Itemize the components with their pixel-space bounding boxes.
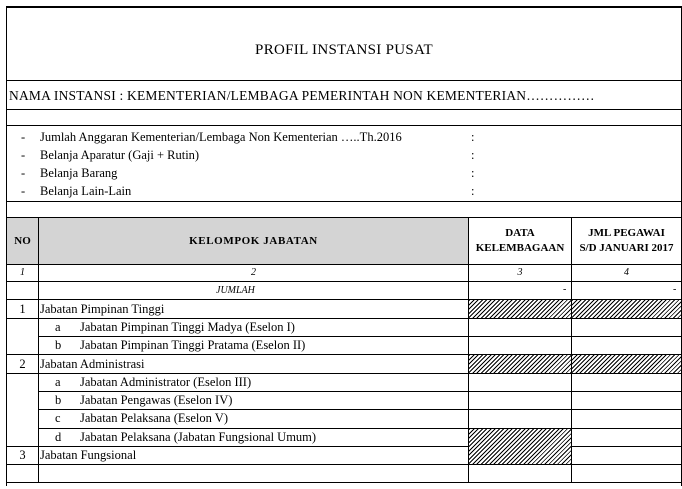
divider-nama bbox=[6, 109, 682, 110]
row-label: Jabatan Pengawas (Eselon IV) bbox=[80, 393, 233, 407]
jumlah-data-value: - bbox=[563, 284, 567, 295]
hatched-cell bbox=[572, 355, 681, 373]
budget-label: Belanja Lain-Lain bbox=[40, 184, 132, 198]
col-number-4: 4 bbox=[624, 267, 629, 278]
divider-title bbox=[6, 80, 682, 81]
header-jml-line2: S/D JANUARI 2017 bbox=[579, 242, 674, 254]
header-data-kelembagaan bbox=[469, 226, 571, 256]
row-line bbox=[6, 373, 682, 374]
hatched-cell bbox=[469, 429, 571, 464]
budget-label: Jumlah Anggaran Kementerian/Lembaga Non Kementerian …..Th.2016 bbox=[40, 130, 402, 144]
nama-instansi: NAMA INSTANSI : KEMENTERIAN/LEMBAGA PEMERINTAH NON KEMENTERIAN…………… bbox=[9, 88, 595, 103]
jumlah-label: JUMLAH bbox=[216, 285, 255, 296]
col-number-3: 3 bbox=[517, 267, 523, 278]
row-line bbox=[38, 336, 682, 337]
hatched-cell bbox=[572, 300, 681, 318]
budget-colon: : bbox=[471, 166, 475, 180]
header-jml-line1: JML PEGAWAI bbox=[588, 227, 665, 239]
budget-dash: - bbox=[21, 184, 26, 198]
divider-budget bbox=[6, 201, 682, 202]
top-border bbox=[6, 6, 682, 8]
header-jml-pegawai bbox=[572, 226, 681, 256]
row-label: Jabatan Pimpinan Tinggi Madya (Eselon I) bbox=[80, 320, 295, 334]
col-divider-data bbox=[571, 217, 572, 483]
row-line bbox=[38, 428, 682, 429]
budget-dash: - bbox=[21, 148, 26, 162]
col-divider-no bbox=[38, 217, 39, 483]
row-line bbox=[38, 391, 682, 392]
row-sub-letter: b bbox=[55, 338, 62, 352]
row-sub-letter: c bbox=[55, 411, 61, 425]
header-bottom-line bbox=[6, 264, 682, 265]
col-number-1: 1 bbox=[20, 267, 25, 278]
header-data-line2: KELEMBAGAAN bbox=[475, 242, 565, 254]
budget-colon: : bbox=[471, 184, 475, 198]
row-number: 2 bbox=[19, 357, 26, 371]
hatched-cell bbox=[469, 300, 571, 318]
table-top-line bbox=[6, 217, 682, 218]
budget-colon: : bbox=[471, 148, 475, 162]
header-data-line1: DATA bbox=[505, 227, 535, 239]
row-label: Jabatan Administrator (Eselon III) bbox=[80, 375, 252, 389]
row-label: Jabatan Pimpinan Tinggi bbox=[40, 302, 165, 316]
hatched-cell bbox=[469, 355, 571, 373]
row-sub-letter: b bbox=[55, 393, 62, 407]
row-line bbox=[38, 409, 682, 410]
row-number: 1 bbox=[19, 302, 26, 316]
header-no: NO bbox=[14, 235, 31, 247]
row-sub-letter: d bbox=[55, 430, 62, 444]
budget-label: Belanja Barang bbox=[40, 166, 118, 180]
table-bottom-line bbox=[6, 482, 682, 483]
row-label: Jabatan Pimpinan Tinggi Pratama (Eselon II) bbox=[80, 338, 306, 352]
jumlah-jml-value: - bbox=[673, 284, 677, 295]
budget-dash: - bbox=[21, 130, 26, 144]
row-sub-letter: a bbox=[55, 320, 61, 334]
colnum-bottom-line bbox=[6, 281, 682, 282]
row-sub-letter: a bbox=[55, 375, 61, 389]
row-label: Jabatan Administrasi bbox=[40, 357, 145, 371]
row-line bbox=[6, 446, 682, 447]
budget-dash: - bbox=[21, 166, 26, 180]
col-number-2: 2 bbox=[251, 267, 256, 278]
divider-spacer bbox=[6, 125, 682, 126]
row-label: Jabatan Pelaksana (Jabatan Fungsional Umum) bbox=[80, 430, 317, 444]
header-kelompok-jabatan: KELOMPOK JABATAN bbox=[189, 235, 318, 247]
budget-label: Belanja Aparatur (Gaji + Rutin) bbox=[40, 148, 200, 162]
row-label: Jabatan Fungsional bbox=[40, 448, 137, 462]
budget-colon: : bbox=[471, 130, 475, 144]
document-title: PROFIL INSTANSI PUSAT bbox=[255, 42, 433, 58]
row-label: Jabatan Pelaksana (Eselon V) bbox=[80, 411, 228, 425]
row-number: 3 bbox=[19, 448, 26, 462]
row-line bbox=[6, 464, 682, 465]
row-line bbox=[6, 318, 682, 319]
